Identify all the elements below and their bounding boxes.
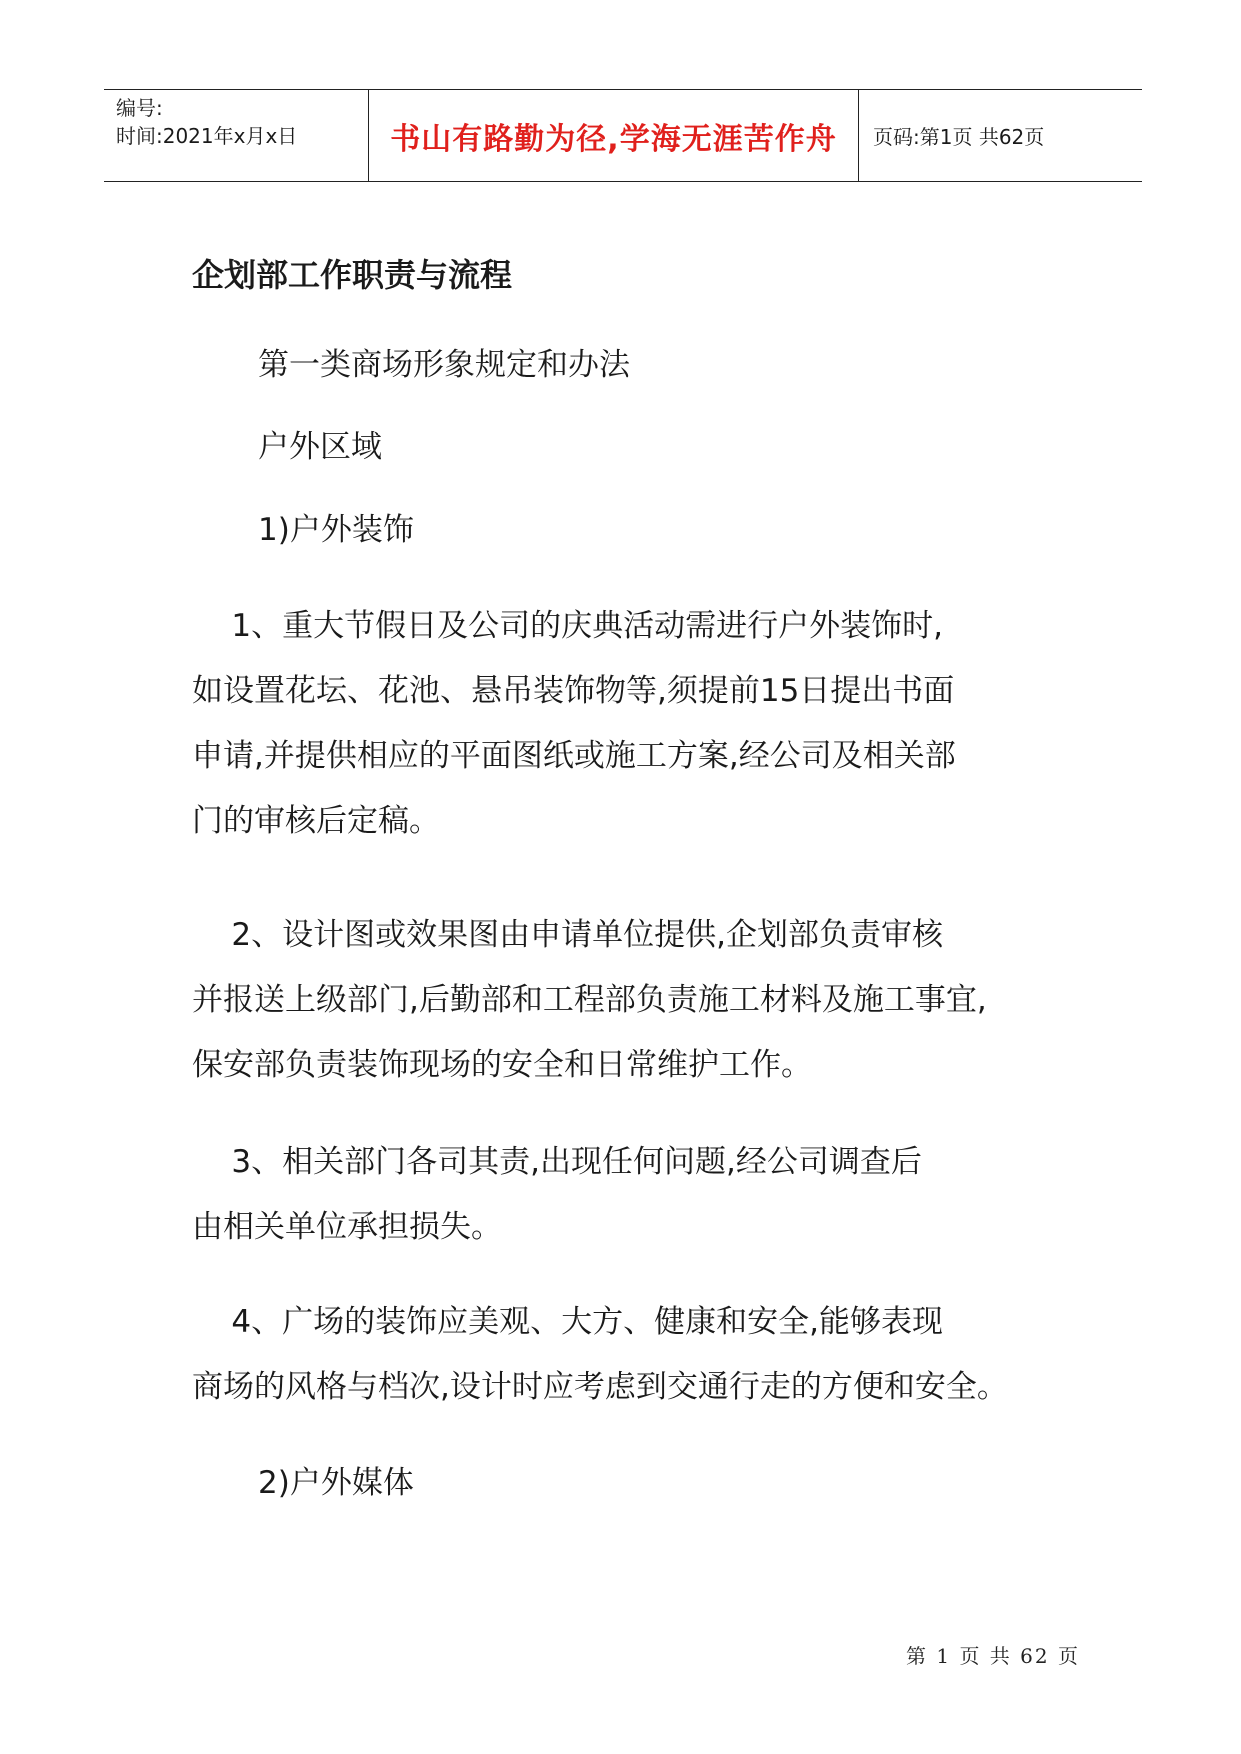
paragraph-line: 1、重大节假日及公司的庆典活动需进行户外装饰时, <box>192 608 943 644</box>
page-header <box>104 89 1142 182</box>
paragraph-line: 门的审核后定稿。 <box>192 803 440 839</box>
motto-text: 书山有路勤为径,学海无涯苦作舟 <box>390 121 837 157</box>
header-meta-cell <box>104 90 369 181</box>
section-heading: 第一类商场形象规定和办法 <box>258 347 630 383</box>
serial-label: 编号: <box>116 96 163 120</box>
paragraph-line: 如设置花坛、花池、悬吊装饰物等,须提前15日提出书面 <box>192 673 955 709</box>
paragraph <box>192 594 1072 854</box>
paragraph <box>192 1130 1072 1260</box>
paragraph-line: 4、广场的装饰应美观、大方、健康和安全,能够表现 <box>192 1304 943 1340</box>
header-page-info: 页码:第1页 共62页 <box>873 125 1045 149</box>
header-motto-cell <box>369 90 859 181</box>
section-heading: 户外区域 <box>258 429 382 465</box>
section-heading: 2)户外媒体 <box>258 1465 414 1501</box>
paragraph <box>192 903 1072 1098</box>
paragraph-line: 并报送上级部门,后勤部和工程部负责施工材料及施工事宜, <box>192 982 987 1018</box>
paragraph-line: 2、设计图或效果图由申请单位提供,企划部负责审核 <box>192 917 943 953</box>
paragraph-line: 商场的风格与档次,设计时应考虑到交通行走的方便和安全。 <box>192 1369 1008 1405</box>
section-heading: 1)户外装饰 <box>258 512 414 548</box>
paragraph-line: 申请,并提供相应的平面图纸或施工方案,经公司及相关部 <box>192 738 956 774</box>
paragraph <box>192 1290 1072 1420</box>
header-page-cell <box>859 90 1142 181</box>
document-title: 企划部工作职责与流程 <box>192 256 513 294</box>
page-footer: 第 1 页 共 62 页 <box>906 1644 1080 1668</box>
time-label: 时间:2021年x月x日 <box>116 124 298 148</box>
paragraph-line: 由相关单位承担损失。 <box>192 1209 502 1245</box>
paragraph-line: 3、相关部门各司其责,出现任何问题,经公司调查后 <box>192 1144 922 1180</box>
paragraph-line: 保安部负责装饰现场的安全和日常维护工作。 <box>192 1047 812 1083</box>
